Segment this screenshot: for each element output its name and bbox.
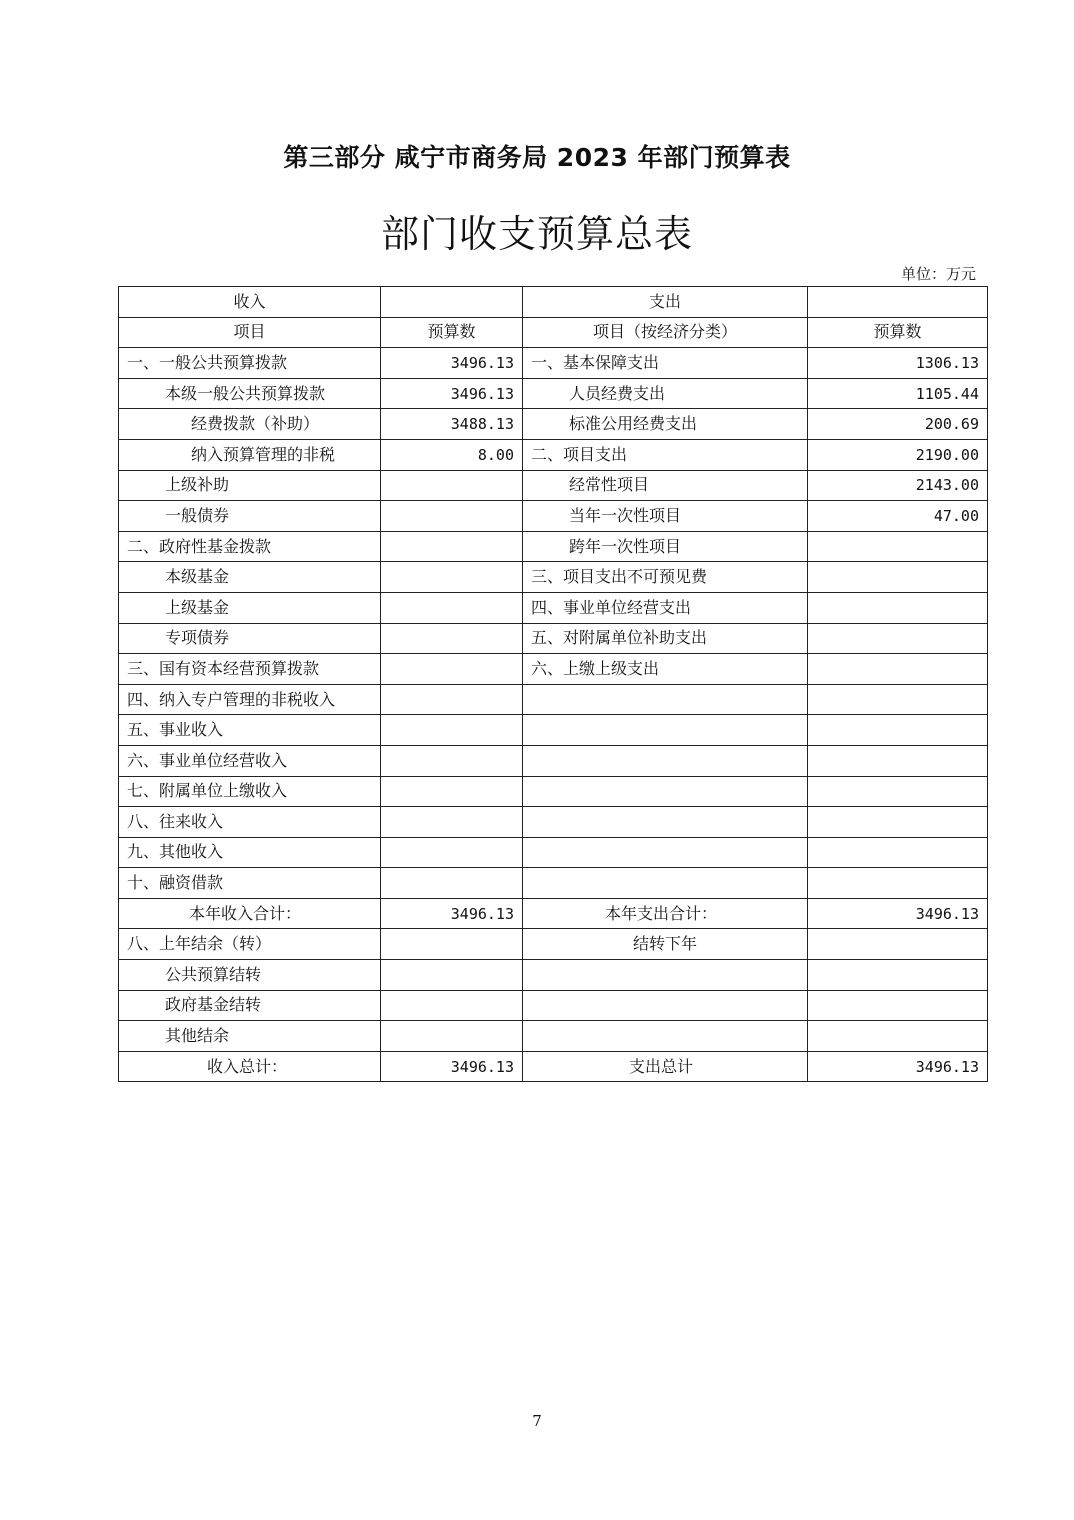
income-value-cell [381, 745, 523, 776]
table-row [119, 898, 988, 929]
expense-value-cell [808, 776, 988, 807]
income-value-cell [381, 807, 523, 838]
part-title: 第三部分 咸宁市商务局 2023 年部门预算表 [283, 143, 791, 172]
expense-value-cell [808, 684, 988, 715]
income-item-cell: 一、一般公共预算拨款 [119, 348, 381, 379]
expense-value-cell: 47.00 [808, 501, 988, 532]
income-value-cell [381, 501, 523, 532]
expense-value-cell [808, 1021, 988, 1052]
income-value-cell: 3496.13 [381, 898, 523, 929]
expense-value-cell [808, 654, 988, 685]
expense-value-cell [808, 990, 988, 1021]
expense-value-cell [808, 715, 988, 746]
page-title: 部门收支预算总表 [380, 212, 693, 256]
income-value-cell [381, 562, 523, 593]
table-row [119, 929, 988, 960]
expense-value-cell: 1105.44 [808, 378, 988, 409]
expense-value-cell [808, 837, 988, 868]
expense-item-cell: 经常性项目 [523, 470, 808, 501]
expense-item-cell [523, 1021, 808, 1052]
header-income: 收入 [119, 287, 381, 318]
income-value-cell [381, 1021, 523, 1052]
expense-value-cell [808, 745, 988, 776]
expense-value-cell [808, 592, 988, 623]
table-row [119, 592, 988, 623]
page-number: 7 [532, 1412, 542, 1430]
income-value-cell [381, 592, 523, 623]
table-row [119, 439, 988, 470]
expense-item-cell: 六、上缴上级支出 [523, 654, 808, 685]
income-item-cell: 政府基金结转 [119, 990, 381, 1021]
table-row [119, 1051, 988, 1082]
income-item-cell: 本年收入合计： [119, 898, 381, 929]
expense-value-cell: 200.69 [808, 409, 988, 440]
income-item-cell: 五、事业收入 [119, 715, 381, 746]
income-value-cell [381, 623, 523, 654]
table-row [119, 623, 988, 654]
expense-item-cell: 四、事业单位经营支出 [523, 592, 808, 623]
expense-value-cell: 1306.13 [808, 348, 988, 379]
budget-summary-table [118, 286, 988, 1082]
unit-label: 单位：万元 [900, 265, 976, 283]
income-value-cell [381, 684, 523, 715]
income-item-cell: 其他结余 [119, 1021, 381, 1052]
income-value-cell [381, 837, 523, 868]
expense-item-cell [523, 837, 808, 868]
expense-item-cell [523, 684, 808, 715]
expense-item-cell: 支出总计 [523, 1051, 808, 1082]
expense-value-cell: 2190.00 [808, 439, 988, 470]
table-row [119, 470, 988, 501]
expense-item-cell [523, 807, 808, 838]
income-item-cell: 上级基金 [119, 592, 381, 623]
table-row [119, 684, 988, 715]
header-empty-1 [381, 287, 523, 318]
header-expense-budget: 预算数 [808, 317, 988, 348]
income-item-cell: 专项债券 [119, 623, 381, 654]
header-budget: 预算数 [381, 317, 523, 348]
expense-item-cell [523, 715, 808, 746]
expense-item-cell: 当年一次性项目 [523, 501, 808, 532]
expense-value-cell [808, 562, 988, 593]
expense-item-cell: 五、对附属单位补助支出 [523, 623, 808, 654]
table-row [119, 562, 988, 593]
expense-item-cell: 标准公用经费支出 [523, 409, 808, 440]
income-item-cell: 本级基金 [119, 562, 381, 593]
expense-item-cell: 跨年一次性项目 [523, 531, 808, 562]
expense-item-cell: 二、项目支出 [523, 439, 808, 470]
expense-value-cell [808, 623, 988, 654]
table-row [119, 868, 988, 899]
income-value-cell: 3496.13 [381, 378, 523, 409]
income-value-cell: 3488.13 [381, 409, 523, 440]
expense-item-cell [523, 960, 808, 991]
income-value-cell: 8.00 [381, 439, 523, 470]
income-value-cell: 3496.13 [381, 348, 523, 379]
expense-item-cell [523, 990, 808, 1021]
expense-item-cell: 三、项目支出不可预见费 [523, 562, 808, 593]
income-item-cell: 九、其他收入 [119, 837, 381, 868]
expense-item-cell: 一、基本保障支出 [523, 348, 808, 379]
income-value-cell [381, 654, 523, 685]
income-item-cell: 收入总计： [119, 1051, 381, 1082]
income-value-cell [381, 929, 523, 960]
expense-item-cell [523, 868, 808, 899]
table-row [119, 378, 988, 409]
expense-value-cell: 2143.00 [808, 470, 988, 501]
income-value-cell [381, 470, 523, 501]
income-item-cell: 七、附属单位上缴收入 [119, 776, 381, 807]
expense-item-cell [523, 776, 808, 807]
table-row [119, 1021, 988, 1052]
table-row [119, 745, 988, 776]
header-expense-item: 项目（按经济分类） [523, 317, 808, 348]
header-empty-2 [808, 287, 988, 318]
income-item-cell: 上级补助 [119, 470, 381, 501]
expense-item-cell [523, 745, 808, 776]
income-item-cell: 八、往来收入 [119, 807, 381, 838]
income-item-cell: 经费拨款（补助） [119, 409, 381, 440]
header-item: 项目 [119, 317, 381, 348]
header-expense: 支出 [523, 287, 808, 318]
income-value-cell [381, 531, 523, 562]
expense-item-cell: 人员经费支出 [523, 378, 808, 409]
income-item-cell: 八、上年结余（转） [119, 929, 381, 960]
table-row [119, 990, 988, 1021]
table-row [119, 409, 988, 440]
income-item-cell: 二、政府性基金拨款 [119, 531, 381, 562]
expense-value-cell: 3496.13 [808, 1051, 988, 1082]
header-row-1 [119, 287, 988, 318]
expense-value-cell [808, 531, 988, 562]
income-value-cell [381, 776, 523, 807]
income-item-cell: 三、国有资本经营预算拨款 [119, 654, 381, 685]
expense-value-cell [808, 807, 988, 838]
income-value-cell: 3496.13 [381, 1051, 523, 1082]
income-item-cell: 纳入预算管理的非税 [119, 439, 381, 470]
expense-value-cell [808, 960, 988, 991]
table-row [119, 960, 988, 991]
expense-value-cell [808, 929, 988, 960]
income-value-cell [381, 715, 523, 746]
table-row [119, 776, 988, 807]
expense-value-cell [808, 868, 988, 899]
income-value-cell [381, 960, 523, 991]
expense-item-cell: 结转下年 [523, 929, 808, 960]
header-row-2 [119, 317, 988, 348]
expense-item-cell: 本年支出合计： [523, 898, 808, 929]
table-row [119, 807, 988, 838]
table-row [119, 531, 988, 562]
expense-value-cell: 3496.13 [808, 898, 988, 929]
income-value-cell [381, 868, 523, 899]
table-row [119, 654, 988, 685]
income-item-cell: 六、事业单位经营收入 [119, 745, 381, 776]
table-row [119, 715, 988, 746]
income-item-cell: 本级一般公共预算拨款 [119, 378, 381, 409]
table-row [119, 501, 988, 532]
income-item-cell: 一般债券 [119, 501, 381, 532]
income-item-cell: 公共预算结转 [119, 960, 381, 991]
income-value-cell [381, 990, 523, 1021]
income-item-cell: 十、融资借款 [119, 868, 381, 899]
income-item-cell: 四、纳入专户管理的非税收入 [119, 684, 381, 715]
table-row [119, 348, 988, 379]
table-row [119, 837, 988, 868]
